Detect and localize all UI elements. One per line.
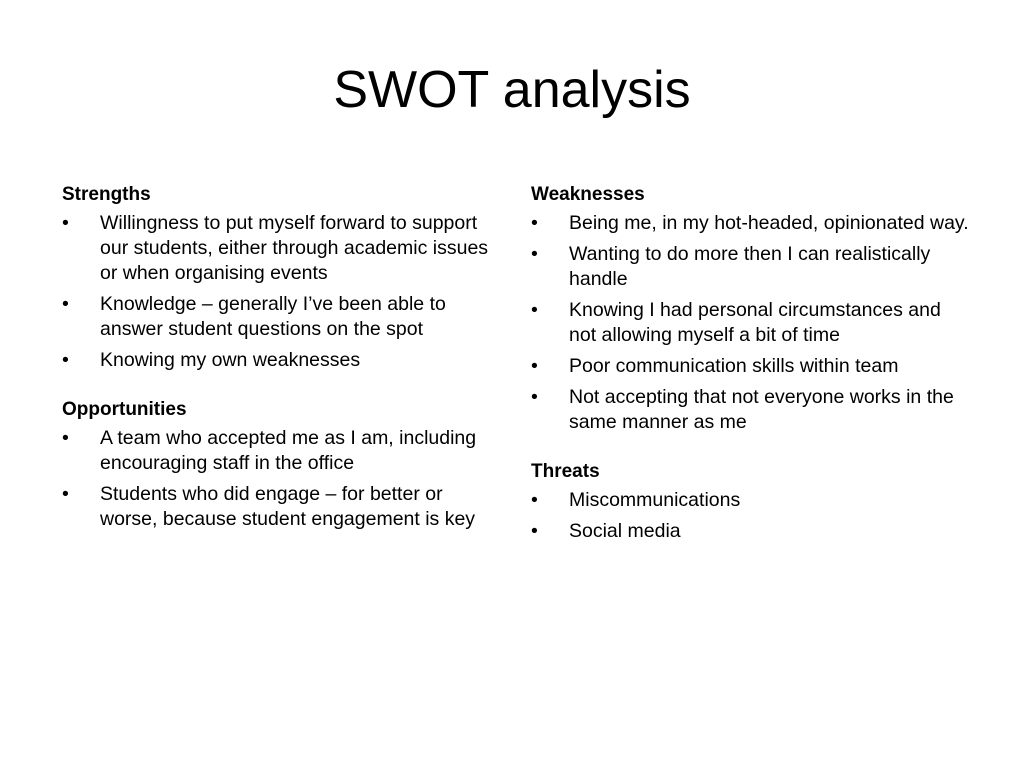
bullet-icon: • [531,386,538,408]
list-item [62,482,502,532]
strengths-section [62,182,502,373]
list-item [531,242,971,292]
bullet-icon: • [62,427,69,449]
bullet-icon: • [62,212,69,234]
list-item [531,385,971,435]
threats-section [531,459,971,544]
strengths-list [62,211,502,373]
list-item-text: Being me, in my hot-headed, opinionated way. [569,212,969,234]
bullet-icon: • [531,489,538,511]
list-item [62,348,502,373]
bullet-icon: • [531,299,538,321]
list-item-text: Poor communication skills within team [569,355,899,377]
list-item [62,292,502,342]
list-item-text: Knowledge – generally I’ve been able to answer student questions on the spot [100,293,446,340]
threats-list [531,488,971,544]
list-item [531,211,971,236]
strengths-heading: Strengths [62,184,151,205]
list-item [62,426,502,476]
bullet-icon: • [62,349,69,371]
list-item-text: Knowing I had personal circumstances and not allowing myself a bit of time [569,299,941,346]
list-item [531,354,971,379]
bullet-icon: • [531,520,538,542]
bullet-icon: • [531,243,538,265]
list-item-text: Miscommunications [569,489,741,511]
list-item-text: A team who accepted me as I am, including encouraging staff in the office [100,427,477,474]
threats-heading: Threats [531,461,600,482]
bullet-icon: • [62,483,69,505]
bullet-icon: • [62,293,69,315]
left-column [62,182,502,538]
list-item-text: Not accepting that not everyone works in the same manner as me [569,386,954,433]
opportunities-list [62,426,502,532]
weaknesses-section [531,182,971,435]
slide-title: SWOT analysis [333,61,691,119]
list-item [531,519,971,544]
list-item-text: Willingness to put myself forward to support our students, either through academic issues or when organising events [100,212,489,284]
opportunities-heading: Opportunities [62,399,187,420]
opportunities-section [62,397,502,532]
bullet-icon: • [531,355,538,377]
list-item-text: Wanting to do more then I can realistically handle [569,243,931,290]
right-column [531,182,971,550]
weaknesses-list [531,211,971,435]
list-item-text: Social media [569,520,681,542]
list-item-text: Students who did engage – for better or worse, because student engagement is key [100,483,476,530]
weaknesses-heading: Weaknesses [531,184,645,205]
list-item [531,488,971,513]
list-item-text: Knowing my own weaknesses [100,349,361,371]
bullet-icon: • [531,212,538,234]
list-item [62,211,502,286]
list-item [531,298,971,348]
